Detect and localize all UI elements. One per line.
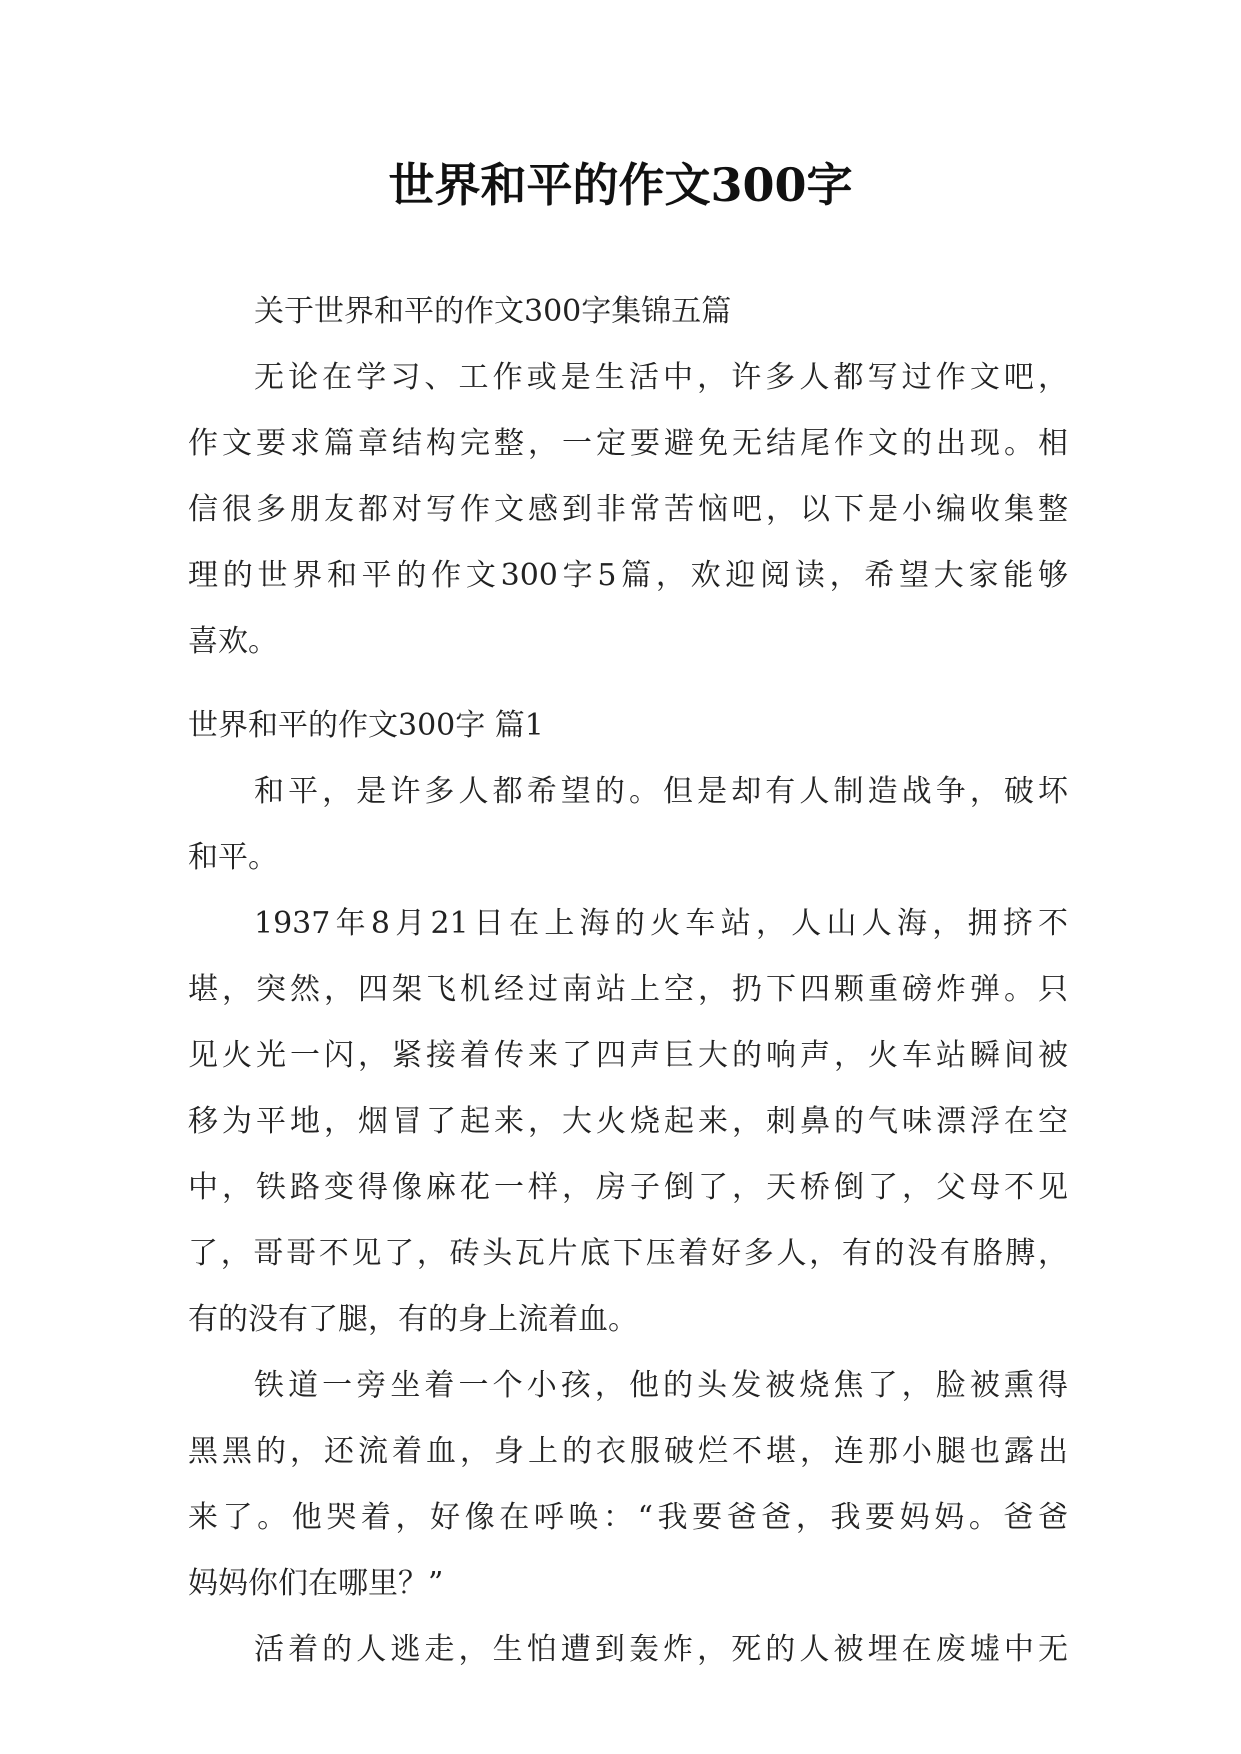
document-title: 世界和平的作文300字 (388, 158, 853, 212)
body-line: 堪，突然，四架飞机经过南站上空，扔下四颗重磅炸弹。只 (188, 972, 1068, 1007)
body-line: 和平。 (188, 840, 278, 875)
intro-line: 理的世界和平的作文300字5篇，欢迎阅读，希望大家能够 (188, 558, 1068, 593)
body-line: 1937年8月21日在上海的火车站，人山人海，拥挤不 (254, 906, 1068, 941)
intro-line: 作文要求篇章结构完整，一定要避免无结尾作文的出现。相 (188, 426, 1068, 461)
body-line: 见火光一闪，紧接着传来了四声巨大的响声，火车站瞬间被 (188, 1038, 1068, 1073)
body-line: 铁道一旁坐着一个小孩，他的头发被烧焦了，脸被熏得 (254, 1368, 1068, 1403)
body-line: 中，铁路变得像麻花一样，房子倒了，天桥倒了，父母不见 (188, 1170, 1068, 1205)
body-line: 有的没有了腿，有的身上流着血。 (188, 1302, 638, 1337)
intro-line: 无论在学习、工作或是生活中，许多人都写过作文吧， (254, 360, 1068, 395)
intro-line: 信很多朋友都对写作文感到非常苦恼吧，以下是小编收集整 (188, 492, 1068, 527)
body-line: 黑黑的，还流着血，身上的衣服破烂不堪，连那小腿也露出 (188, 1434, 1068, 1469)
body-line: 活着的人逃走，生怕遭到轰炸，死的人被埋在废墟中无 (254, 1632, 1068, 1667)
body-line: 和平，是许多人都希望的。但是却有人制造战争，破坏 (254, 774, 1068, 809)
body-line: 来了。他哭着，好像在呼唤：“我要爸爸，我要妈妈。爸爸 (188, 1500, 1068, 1535)
section-heading: 世界和平的作文300字 篇1 (188, 708, 544, 743)
collection-subtitle: 关于世界和平的作文300字集锦五篇 (254, 294, 732, 329)
intro-line: 喜欢。 (188, 624, 278, 659)
body-line: 妈妈你们在哪里？” (188, 1566, 444, 1601)
body-line: 移为平地，烟冒了起来，大火烧起来，刺鼻的气味漂浮在空 (188, 1104, 1068, 1139)
body-line: 了，哥哥不见了，砖头瓦片底下压着好多人，有的没有胳膊， (188, 1236, 1068, 1271)
